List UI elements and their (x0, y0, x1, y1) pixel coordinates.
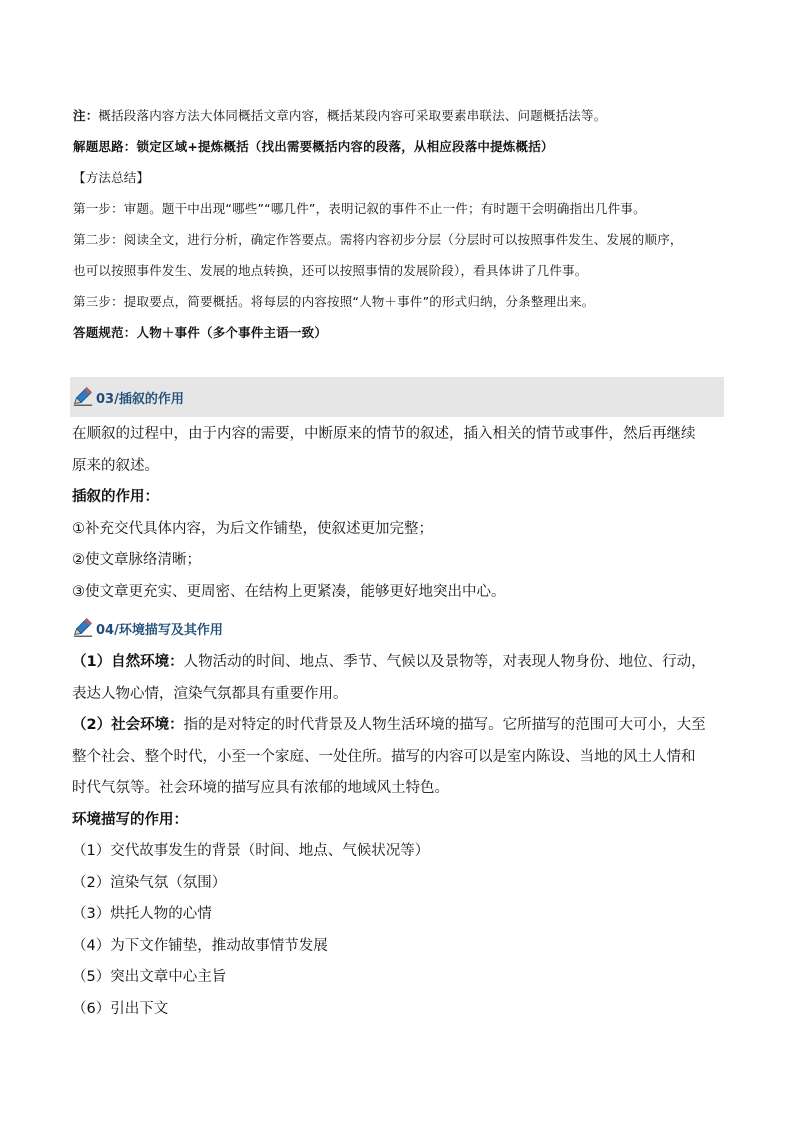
approach-label: 解题思路： (73, 139, 137, 154)
natural-env-text: 人物活动的时间、地点、季节、气候以及景物等，对表现人物身份、地位、行动， (183, 654, 706, 670)
social-env-line-2: 整个社会、整个时代，小至一个家庭、一处住所。描写的内容可以是室内陈设、当地的风土人情和 (72, 748, 696, 765)
method-heading: 【方法总结】 (73, 170, 150, 185)
section-03-title: 03/插叙的作用 (96, 392, 184, 407)
list-item: ①补充交代具体内容，为后文作铺垫，使叙述更加完整； (72, 520, 433, 537)
section-03-body (72, 419, 737, 608)
note-line (73, 100, 733, 131)
answer-label: 答题规范： (73, 325, 137, 340)
method-block (73, 100, 733, 348)
definition-line-2: 原来的叙述。 (72, 457, 159, 474)
list-item: （2）渲染气氛（氛围） (72, 874, 227, 891)
answer-text: 人物＋事件（多个事件主语一致） (136, 325, 328, 340)
step-3: 第三步：提取要点，简要概括。将每层的内容按照“人物＋事件”的形式归纳，分条整理出来。 (73, 294, 595, 309)
approach-line (73, 131, 733, 162)
pencil-icon (72, 616, 94, 638)
natural-env-line-1 (72, 647, 737, 679)
list-item: （6）引出下文 (72, 1000, 169, 1017)
social-env-line-3: 时代气氛等。社会环境的描写应具有浓郁的地域风土特色。 (72, 780, 449, 796)
function-heading: 环境描写的作用： (72, 811, 188, 828)
section-03-header (70, 377, 724, 417)
step-2-line-2: 也可以按照事件发生、发展的地点转换，还可以按照事情的发展阶段），看具体讲了几件事。 (73, 263, 588, 278)
list-item: ③使文章更充实、更周密、在结构上更紧凑，能够更好地突出中心。 (72, 583, 506, 600)
approach-text: 锁定区域+提炼概括（找出需要概括内容的段落，从相应段落中提炼概括） (136, 139, 554, 154)
social-env-text: 指的是对特定的时代背景及人物生活环境的描写。它所描写的范围可大可小，大至 (183, 717, 706, 733)
section-04-body (72, 647, 737, 1025)
note-label: 注： (73, 108, 99, 123)
natural-env-label: （1）自然环境： (72, 654, 184, 670)
list-item: ②使文章脉络清晰； (72, 552, 201, 568)
function-heading: 插叙的作用： (72, 489, 159, 505)
social-env-line-1 (72, 710, 737, 742)
social-env-label: （2）社会环境： (72, 717, 184, 733)
list-item: （4）为下文作铺垫，推动故事情节发展 (72, 937, 328, 954)
list-item: （3）烘托人物的心情 (72, 906, 212, 922)
section-04-title: 04/环境描写及其作用 (96, 623, 223, 638)
list-item: （1）交代故事发生的背景（时间、地点、气候状况等） (72, 843, 430, 859)
definition-line-1: 在顺叙的过程中，由于内容的需要，中断原来的情节的叙述，插入相关的情节或事件，然后再继续 (72, 426, 696, 442)
step-1: 第一步：审题。题干中出现“哪些”“哪几件”，表明记叙的事件不止一件；有时题干会明确指出几件事。 (73, 201, 646, 216)
note-text: 概括段落内容方法大体同概括文章内容，概括某段内容可采取要素串联法、问题概括法等。 (98, 108, 607, 123)
natural-env-line-2: 表达人物心情，渲染气氛都具有重要作用。 (72, 685, 348, 702)
step-2-line-1: 第二步：阅读全文，进行分析，确定作答要点。需将内容初步分层（分层时可以按照事件发生、发展的顺序， (73, 232, 683, 247)
answer-line (73, 317, 733, 348)
pencil-icon (72, 385, 94, 407)
section-04-header (70, 608, 724, 648)
list-item: （5）突出文章中心主旨 (72, 969, 227, 985)
